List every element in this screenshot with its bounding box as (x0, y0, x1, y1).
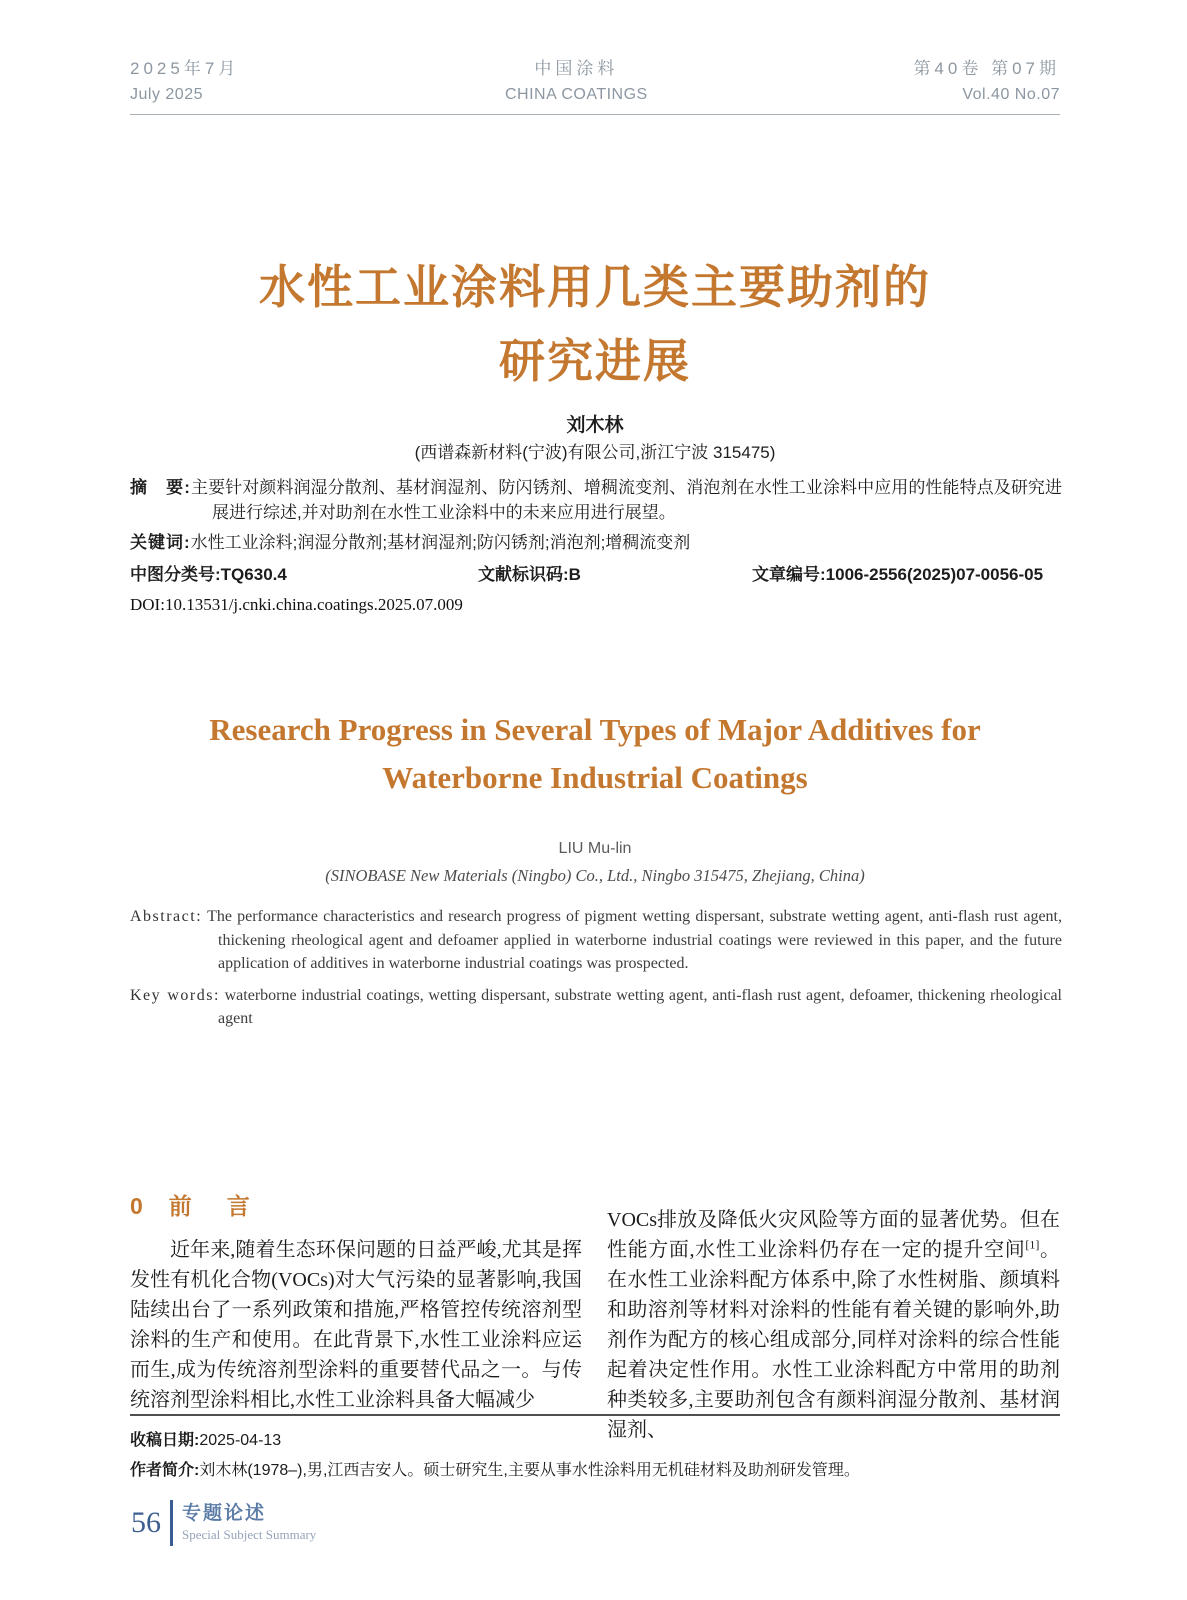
header-date-en: July 2025 (130, 86, 203, 103)
paragraph-right: VOCs排放及降低火灾风险等方面的显著优势。但在性能方面,水性工业涂料仍存在一定的提升空间[1]。在水性工业涂料配方体系中,除了水性树脂、颜填料和助溶剂等材料对涂料的性能有着关键的影响外,助剂作为配方的核心组成部分,同样对涂料的综合性能起着决定性作用。水性工业涂料配方中常用的助剂种类较多,主要助剂包含有颜料润湿分散剂、基材润湿剂、 (607, 1209, 1061, 1441)
page-number: 56 (131, 1506, 161, 1539)
affiliation-en: (SINOBASE New Materials (Ningbo) Co., Ltd., Ningbo 315475, Zhejiang, China) (325, 866, 865, 885)
article-title-cn (130, 250, 1060, 398)
footnote-rule (130, 1414, 1060, 1416)
keywords-label-en: Key words: (130, 986, 220, 1004)
header-issue-cn: 第40卷 第07期 (913, 59, 1060, 78)
abstract-cn (130, 476, 1062, 525)
clc-number: 中图分类号:TQ630.4 (130, 564, 287, 584)
meta-block-cn (130, 476, 1062, 617)
author-bio-note: 作者简介:刘木林(1978–),男,江西吉安人。硕士研究生,主要从事水性涂料用无机硅材料及助剂研发管理。 (130, 1462, 860, 1479)
keywords-text-en: waterborne industrial coatings, wetting dispersant, substrate wetting agent, anti-flash rust agent, defoamer, thickening rheological agent (218, 986, 1063, 1027)
author-cn: 刘木林 (566, 415, 624, 436)
keywords-cn (130, 531, 1062, 556)
affiliation-cn: (西谱森新材料(宁波)有限公司,浙江宁波 315475) (414, 443, 776, 462)
section-0-number: 0 (130, 1193, 143, 1219)
header-issue-en: Vol.40 No.07 (962, 86, 1060, 103)
section-0-heading (130, 1188, 582, 1221)
abstract-text-cn: 主要针对颜料润湿分散剂、基材润湿剂、防闪锈剂、增稠流变剂、消泡剂在水性工业涂料中应用的性能特点及研究进展进行综述,并对助剂在水性工业涂料中的未来应用进行展望。 (190, 478, 1062, 522)
header-issue (913, 56, 1060, 108)
classification-row (130, 563, 1062, 588)
paragraph-left: 近年来,随着生态环保问题的日益严峻,尤其是挥发性有机化合物(VOCs)对大气污染的显著影响,我国陆续出台了一系列政策和措施,严格管控传统溶剂型涂料的生产和使用。在此背景下,水性工业涂料应运而生,成为传统溶剂型涂料的重要替代品之一。与传统溶剂型涂料相比,水性工业涂料具备大幅减少 (130, 1239, 582, 1411)
abstract-text-en: The performance characteristics and research progress of pigment wetting dispersant, substrate wetting agent, anti-flash rust agent, thickening rheological agent and defoamer applied in waterborne industrial coatings were reviewed in this paper, and the future application of additives in waterborne industrial coatings was prospected. (207, 908, 1062, 972)
received-date-note: 收稿日期:2025-04-13 (130, 1432, 282, 1449)
header-journal-name (505, 56, 648, 108)
reference-1-superscript: [1] (1025, 1237, 1040, 1252)
header-date-cn: 2025年7月 (130, 59, 240, 78)
footer-column-titles (182, 1502, 316, 1544)
article-title-en (130, 706, 1060, 802)
keywords-label-cn: 关键词: (130, 533, 191, 552)
section-0-title: 前 言 (168, 1193, 256, 1219)
abstract-label-cn: 摘 要: (130, 478, 191, 497)
journal-name-en: CHINA COATINGS (505, 86, 648, 103)
article-title-en-line2: Waterborne Industrial Coatings (382, 760, 808, 795)
footer-divider-bar (170, 1500, 173, 1546)
abstract-label-en: Abstract: (130, 908, 203, 925)
keywords-en (130, 984, 1062, 1031)
article-title-cn-line2: 研究进展 (499, 335, 691, 387)
page-footer (131, 1500, 316, 1546)
article-body (130, 1188, 1060, 1445)
footer-column-en: Special Subject Summary (182, 1527, 317, 1542)
body-column-right (607, 1188, 1060, 1445)
journal-name-cn: 中国涂料 (534, 59, 619, 78)
article-title-en-line1: Research Progress in Several Types of Major Additives for (209, 712, 981, 747)
article-id: 文章编号:1006-2556(2025)07-0056-05 (752, 564, 1044, 584)
doi: DOI:10.13531/j.cnki.china.coatings.2025.07.009 (130, 594, 463, 614)
article-title-cn-line1: 水性工业涂料用几类主要助剂的 (259, 261, 931, 313)
footer-column-cn: 专题论述 (182, 1503, 267, 1524)
document-code: 文献标识码:B (478, 564, 581, 584)
author-en: LIU Mu-lin (558, 840, 632, 857)
body-column-left (130, 1188, 582, 1445)
header-date (130, 56, 239, 108)
abstract-en (130, 905, 1062, 976)
keywords-text-cn: 水性工业涂料;润湿分散剂;基材润湿剂;防闪锈剂;消泡剂;增稠流变剂 (190, 533, 691, 552)
meta-block-en (130, 905, 1062, 1039)
journal-header (130, 56, 1060, 115)
